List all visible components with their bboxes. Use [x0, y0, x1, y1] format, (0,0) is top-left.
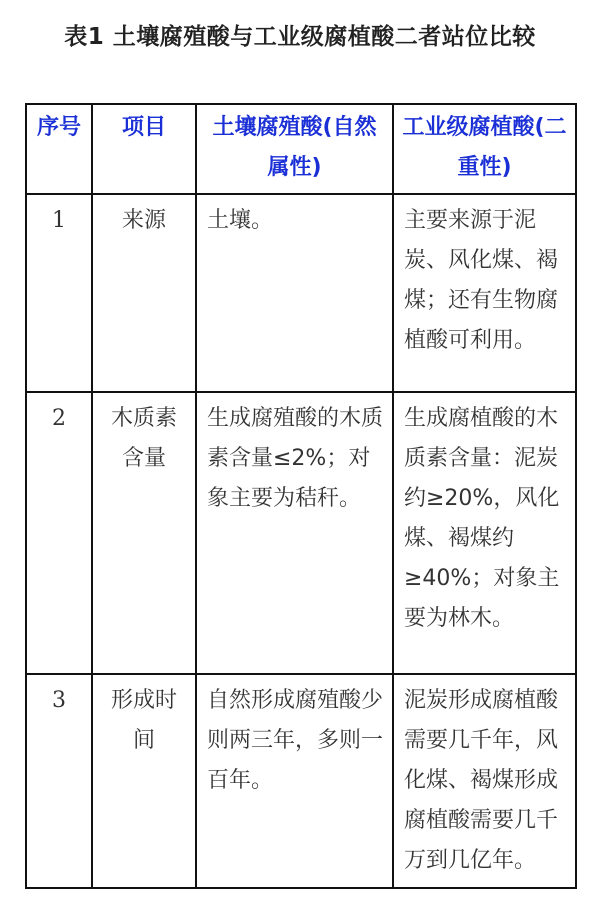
table-row [26, 392, 576, 674]
cell-item: 来源 [92, 194, 196, 392]
header-row [26, 104, 576, 194]
header-number: 序号 [26, 104, 92, 194]
table-header [26, 104, 576, 194]
cell-soil: 生成腐殖酸的木质素含量≤2%；对象主要为秸秆。 [196, 392, 393, 674]
cell-industrial: 生成腐植酸的木质素含量：泥炭约≥20%，风化煤、褐煤约≥40%；对象主要为林木。 [393, 392, 576, 674]
header-item: 项目 [92, 104, 196, 194]
cell-industrial: 泥炭形成腐植酸需要几千年，风化煤、褐煤形成腐植酸需要几千万到几亿年。 [393, 674, 576, 888]
cell-soil: 自然形成腐殖酸少则两三年，多则一百年。 [196, 674, 393, 888]
cell-number: 1 [26, 194, 92, 392]
header-soil-humic-acid: 土壤腐殖酸(自然属性) [196, 104, 393, 194]
table-row [26, 674, 576, 888]
cell-soil: 土壤。 [196, 194, 393, 392]
cell-item: 木质素含量 [92, 392, 196, 674]
table-title: 表1 土壤腐殖酸与工业级腐植酸二者站位比较 [64, 24, 536, 50]
table-row [26, 194, 576, 392]
table-body [26, 194, 576, 888]
cell-industrial: 主要来源于泥炭、风化煤、褐煤；还有生物腐植酸可利用。 [393, 194, 576, 392]
header-industrial-humic-acid: 工业级腐植酸(二重性) [393, 104, 576, 194]
cell-item: 形成时间 [92, 674, 196, 888]
cell-number: 3 [26, 674, 92, 888]
cell-number: 2 [26, 392, 92, 674]
comparison-table [25, 103, 577, 889]
